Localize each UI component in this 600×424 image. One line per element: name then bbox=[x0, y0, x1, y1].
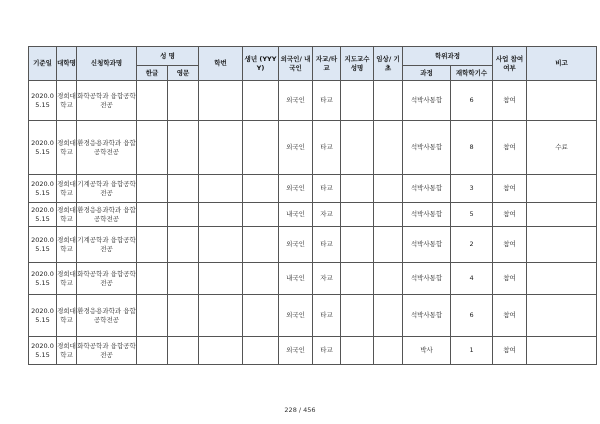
cell-university: 경희대학교 bbox=[57, 227, 77, 263]
cell-degree-course: 석박사통합 bbox=[403, 263, 451, 295]
cell-remarks: 수료 bbox=[527, 121, 597, 175]
table-row bbox=[29, 121, 597, 175]
cell-name-korean bbox=[137, 175, 168, 203]
cell-nationality: 내국인 bbox=[279, 203, 313, 227]
cell-birth bbox=[243, 337, 279, 365]
cell-degree-course: 석박사통합 bbox=[403, 227, 451, 263]
cell-degree-course: 석박사통합 bbox=[403, 81, 451, 121]
cell-participation: 참여 bbox=[493, 337, 527, 365]
cell-advisor bbox=[341, 121, 374, 175]
cell-appointment bbox=[374, 81, 403, 121]
cell-nationality: 외국인 bbox=[279, 227, 313, 263]
cell-degree-course: 석박사통합 bbox=[403, 295, 451, 337]
cell-name-english bbox=[168, 203, 199, 227]
cell-remarks bbox=[527, 337, 597, 365]
cell-participation: 참여 bbox=[493, 263, 527, 295]
table-row bbox=[29, 337, 597, 365]
cell-degree-course: 박사 bbox=[403, 337, 451, 365]
header-school-type: 자교/타 교 bbox=[313, 47, 341, 81]
cell-appointment bbox=[374, 337, 403, 365]
cell-department: 화학공학과 융합공학전공 bbox=[77, 337, 137, 365]
cell-university: 경희대학교 bbox=[57, 121, 77, 175]
header-degree: 학위과정 bbox=[403, 47, 493, 66]
cell-participation: 참여 bbox=[493, 227, 527, 263]
cell-advisor bbox=[341, 227, 374, 263]
cell-advisor bbox=[341, 263, 374, 295]
cell-nationality: 외국인 bbox=[279, 121, 313, 175]
cell-advisor bbox=[341, 175, 374, 203]
cell-semester: 1 bbox=[451, 337, 493, 365]
cell-birth bbox=[243, 175, 279, 203]
cell-appointment bbox=[374, 203, 403, 227]
cell-date: 2020.05.15 bbox=[29, 227, 57, 263]
cell-name-korean bbox=[137, 203, 168, 227]
cell-participation: 참여 bbox=[493, 295, 527, 337]
cell-degree-course: 석박사통합 bbox=[403, 203, 451, 227]
cell-birth bbox=[243, 227, 279, 263]
cell-remarks bbox=[527, 175, 597, 203]
cell-date: 2020.05.15 bbox=[29, 203, 57, 227]
cell-department: 화학공학과 융합공학전공 bbox=[77, 81, 137, 121]
cell-school-type: 타교 bbox=[313, 295, 341, 337]
cell-school-type: 자교 bbox=[313, 203, 341, 227]
cell-semester: 5 bbox=[451, 203, 493, 227]
cell-date: 2020.05.15 bbox=[29, 81, 57, 121]
cell-department: 화학공학과 융합공학전공 bbox=[77, 263, 137, 295]
cell-birth bbox=[243, 121, 279, 175]
cell-student-id bbox=[199, 203, 243, 227]
cell-appointment bbox=[374, 227, 403, 263]
cell-name-english bbox=[168, 295, 199, 337]
cell-nationality: 내국인 bbox=[279, 263, 313, 295]
cell-name-english bbox=[168, 227, 199, 263]
cell-university: 경희대학교 bbox=[57, 337, 77, 365]
header-birth: 생년 (YYYY) bbox=[243, 47, 279, 81]
cell-advisor bbox=[341, 203, 374, 227]
cell-nationality: 외국인 bbox=[279, 81, 313, 121]
cell-participation: 참여 bbox=[493, 175, 527, 203]
header-degree-course: 과정 bbox=[403, 66, 451, 81]
cell-remarks bbox=[527, 263, 597, 295]
cell-advisor bbox=[341, 337, 374, 365]
cell-department: 환경응용과학과 융합공학전공 bbox=[77, 203, 137, 227]
cell-advisor bbox=[341, 81, 374, 121]
cell-date: 2020.05.15 bbox=[29, 337, 57, 365]
header-university: 대학명 bbox=[57, 47, 77, 81]
table-row bbox=[29, 263, 597, 295]
cell-date: 2020.05.15 bbox=[29, 175, 57, 203]
cell-semester: 4 bbox=[451, 263, 493, 295]
page-indicator: 228 / 456 bbox=[284, 406, 316, 414]
cell-student-id bbox=[199, 295, 243, 337]
cell-degree-course: 석박사통합 bbox=[403, 121, 451, 175]
header-name-english: 영문 bbox=[168, 66, 199, 81]
cell-participation: 참여 bbox=[493, 121, 527, 175]
cell-school-type: 타교 bbox=[313, 121, 341, 175]
header-semester: 재학학기수 bbox=[451, 66, 493, 81]
cell-appointment bbox=[374, 175, 403, 203]
cell-date: 2020.05.15 bbox=[29, 121, 57, 175]
table-row bbox=[29, 81, 597, 121]
cell-degree-course: 석박사통합 bbox=[403, 175, 451, 203]
cell-university: 경희대학교 bbox=[57, 175, 77, 203]
cell-nationality: 외국인 bbox=[279, 337, 313, 365]
cell-student-id bbox=[199, 227, 243, 263]
cell-date: 2020.05.15 bbox=[29, 295, 57, 337]
header-name-korean: 한글 bbox=[137, 66, 168, 81]
cell-name-korean bbox=[137, 121, 168, 175]
cell-name-korean bbox=[137, 295, 168, 337]
cell-advisor bbox=[341, 295, 374, 337]
cell-nationality: 외국인 bbox=[279, 175, 313, 203]
cell-appointment bbox=[374, 121, 403, 175]
header-department: 신청학과명 bbox=[77, 47, 137, 81]
cell-school-type: 타교 bbox=[313, 227, 341, 263]
cell-department: 환경응용과학과 융합공학전공 bbox=[77, 295, 137, 337]
header-remarks: 비고 bbox=[527, 47, 597, 81]
cell-name-english bbox=[168, 81, 199, 121]
cell-student-id bbox=[199, 337, 243, 365]
table-row bbox=[29, 175, 597, 203]
cell-university: 경희대학교 bbox=[57, 263, 77, 295]
header-name: 성 명 bbox=[137, 47, 199, 66]
cell-birth bbox=[243, 81, 279, 121]
cell-semester: 8 bbox=[451, 121, 493, 175]
cell-name-korean bbox=[137, 337, 168, 365]
cell-semester: 3 bbox=[451, 175, 493, 203]
cell-university: 경희대학교 bbox=[57, 295, 77, 337]
cell-semester: 6 bbox=[451, 81, 493, 121]
cell-nationality: 외국인 bbox=[279, 295, 313, 337]
cell-date: 2020.05.15 bbox=[29, 263, 57, 295]
cell-school-type: 자교 bbox=[313, 263, 341, 295]
cell-remarks bbox=[527, 203, 597, 227]
cell-appointment bbox=[374, 295, 403, 337]
header-participation: 사업 참여 여부 bbox=[493, 47, 527, 81]
cell-name-english bbox=[168, 121, 199, 175]
cell-school-type: 타교 bbox=[313, 337, 341, 365]
cell-name-english bbox=[168, 175, 199, 203]
cell-appointment bbox=[374, 263, 403, 295]
cell-department: 기계공학과 융합공학전공 bbox=[77, 227, 137, 263]
cell-student-id bbox=[199, 175, 243, 203]
cell-department: 환경응용과학과 융합공학전공 bbox=[77, 121, 137, 175]
header-base-date: 기준일 bbox=[29, 47, 57, 81]
cell-name-korean bbox=[137, 81, 168, 121]
table-row bbox=[29, 203, 597, 227]
cell-birth bbox=[243, 203, 279, 227]
cell-student-id bbox=[199, 81, 243, 121]
cell-university: 경희대학교 bbox=[57, 203, 77, 227]
header-appointment: 임상/ 기초 bbox=[374, 47, 403, 81]
header-nationality: 외국인/ 내국인 bbox=[279, 47, 313, 81]
cell-student-id bbox=[199, 121, 243, 175]
cell-department: 기계공학과 융합공학전공 bbox=[77, 175, 137, 203]
cell-school-type: 타교 bbox=[313, 81, 341, 121]
cell-university: 경희대학교 bbox=[57, 81, 77, 121]
cell-semester: 6 bbox=[451, 295, 493, 337]
cell-participation: 참여 bbox=[493, 81, 527, 121]
table-row bbox=[29, 227, 597, 263]
cell-birth bbox=[243, 295, 279, 337]
cell-school-type: 타교 bbox=[313, 175, 341, 203]
cell-name-korean bbox=[137, 227, 168, 263]
student-table bbox=[28, 46, 597, 365]
cell-name-korean bbox=[137, 263, 168, 295]
cell-remarks bbox=[527, 295, 597, 337]
cell-participation: 참여 bbox=[493, 203, 527, 227]
header-student-id: 학번 bbox=[199, 47, 243, 81]
cell-name-english bbox=[168, 263, 199, 295]
header-advisor: 지도교수 성명 bbox=[341, 47, 374, 81]
cell-birth bbox=[243, 263, 279, 295]
cell-remarks bbox=[527, 227, 597, 263]
table-row bbox=[29, 295, 597, 337]
cell-remarks bbox=[527, 81, 597, 121]
cell-semester: 2 bbox=[451, 227, 493, 263]
cell-student-id bbox=[199, 263, 243, 295]
cell-name-english bbox=[168, 337, 199, 365]
